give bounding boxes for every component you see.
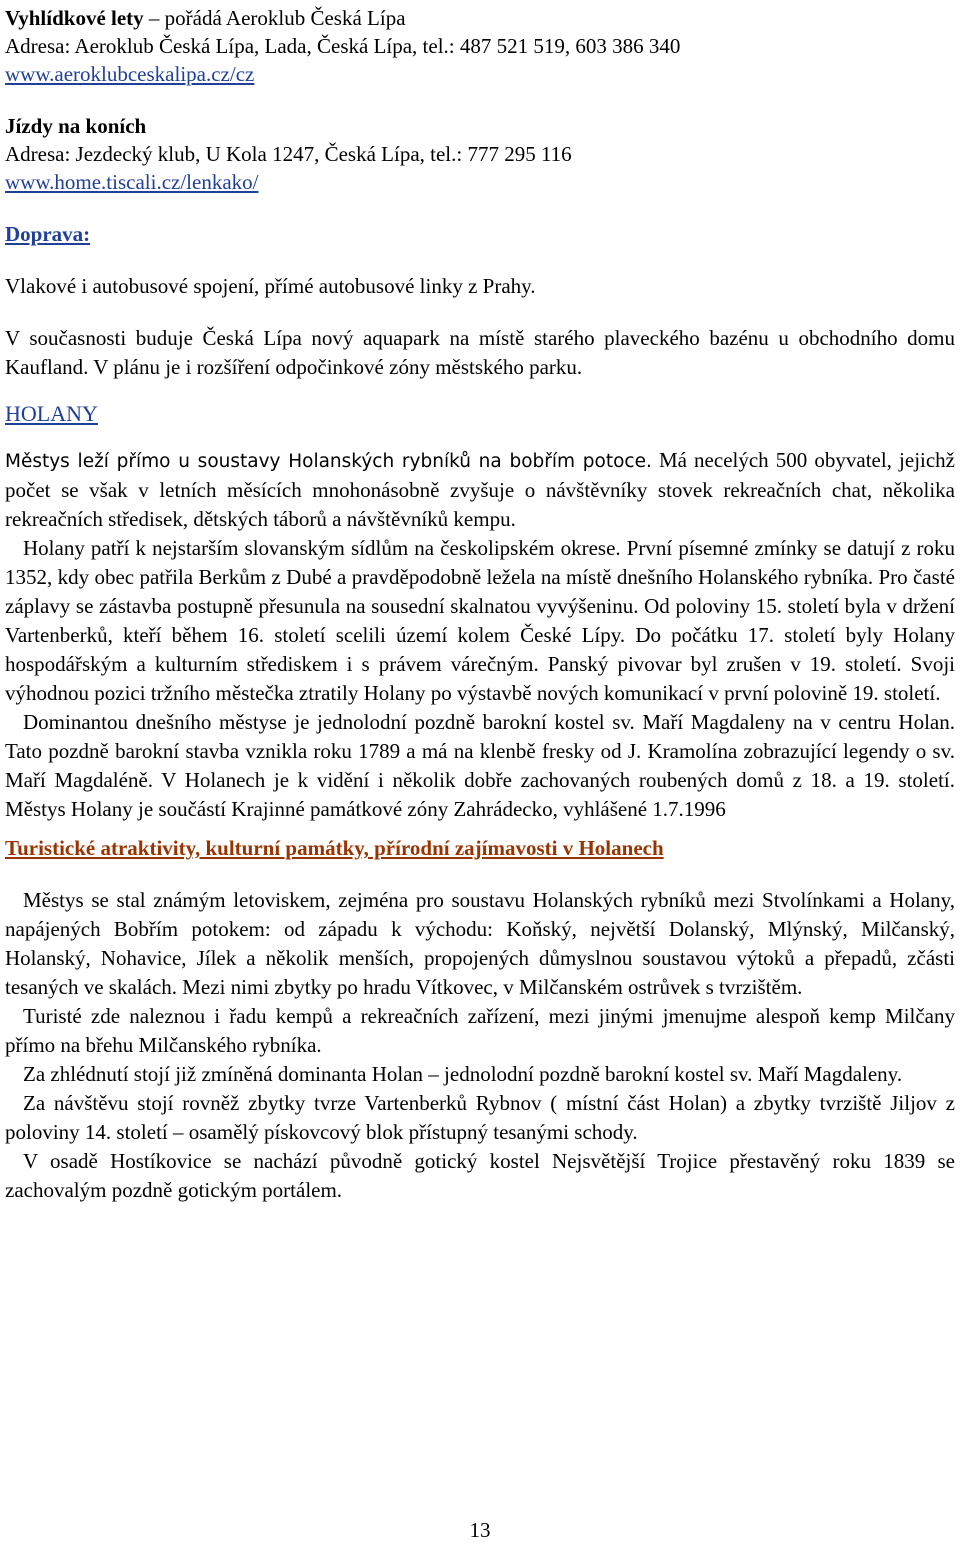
attractions-paragraph-3: Za zhlédnutí stojí již zmíněná dominanta Holan – jednolodní pozdně barokní kostel sv. Maří Magdaleny. — [23, 1062, 903, 1086]
holany-p1-rest: Má necelých 500 obyvatel, jejichž počet se však v letních měsících mnohonásobně zvyšuje o návštěvníky stovek rekreačních chat, několika rekreačních středisek, dětských táborů a návštěvníků kempu. — [5, 448, 956, 531]
holany-heading-link[interactable]: HOLANY — [5, 401, 98, 426]
transport-text: Vlakové i autobusové spojení, přímé autobusové linky z Prahy. — [5, 274, 536, 298]
page-number: 13 — [469, 1518, 491, 1542]
flights-title-suffix: – pořádá Aeroklub Česká Lípa — [143, 6, 406, 30]
attractions-heading: Turistické atraktivity, kulturní památky, přírodní zajímavosti v Holanech — [5, 836, 664, 860]
flights-url-link[interactable]: www.aeroklubceskalipa.cz/cz — [5, 62, 255, 86]
flights-title: Vyhlídkové lety — [5, 6, 144, 30]
horses-address: Adresa: Jezdecký klub, U Kola 1247, Česká Lípa, tel.: 777 295 116 — [5, 142, 572, 166]
horses-title: Jízdy na koních — [5, 114, 147, 138]
transport-heading: Doprava: — [5, 222, 91, 246]
attractions-paragraph-4: Za návštěvu stojí rovněž zbytky tvrze Vartenberků Rybnov ( místní část Holan) a zbytky tvrziště Jiljov z poloviny 14. století – osamělý pískovcový blok přístupný tesanými schody. — [5, 1091, 955, 1144]
flights-address: Adresa: Aeroklub Česká Lípa, Lada, Česká Lípa, tel.: 487 521 519, 603 386 340 — [5, 34, 681, 58]
flights-title-line — [5, 4, 955, 32]
aquapark-paragraph: V současnosti buduje Česká Lípa nový aquapark na místě starého plaveckého bazénu u obchodního domu Kaufland. V plánu je i rozšíření odpočinkové zóny městského parku. — [5, 326, 955, 379]
holany-paragraph-3: Dominantou dnešního městyse je jednolodní pozdně barokní kostel sv. Maří Magdaleny na v centru Holan. Tato pozdně barokní stavba vznikla roku 1789 a má na klenbě fresky od J. Kramolína zobrazující legendy o sv. Maří Magdaléně. V Holanech je k vidění i několik dobře zachovaných roubených domů z 18. a 19. století. Městys Holany je součástí Krajinné památkové zóny Zahrádecko, vyhlášené 1.7.1996 — [5, 710, 955, 821]
attractions-paragraph-5: V osadě Hostíkovice se nachází původně gotický kostel Nejsvětější Trojice přestavěný roku 1839 se zachovalým pozdně gotickým portálem. — [5, 1149, 955, 1202]
document-page — [5, 4, 955, 1205]
attractions-paragraph-1: Městys se stal známým letoviskem, zejména pro soustavu Holanských rybníků mezi Stvolínkami a Holany, napájených Bobřím potokem: od západu k východu: Koňský, největší Dolanský, Mlýnský, Milčanský, Holanský, Nohavice, Jílek a několik menších, propojených důmyslnou soustavou výtoků a přepadů, zčásti tesaných ve skalách. Mezi nimi zbytky po hradu Vítkovec, v Milčanském ostrůvek s tvrzištěm. — [5, 888, 955, 999]
attractions-paragraph-2: Turisté zde naleznou i řadu kempů a rekreačních zařízení, mezi jinými jmenujme alespoň kemp Milčany přímo na břehu Milčanského rybníka. — [5, 1004, 955, 1057]
horses-url-link[interactable]: www.home.tiscali.cz/lenkako/ — [5, 170, 259, 194]
holany-p1-start: Městys leží přímo u soustavy Holanských rybníků na bobřím potoce. — [5, 451, 652, 472]
holany-paragraph-2: Holany patří k nejstarším slovanským sídlům na českolipském okrese. První písemné zmínky se datují z roku 1352, kdy obec patřila Berkům z Dubé a pravděpodobně ležela na místě dnešního Holanského rybníka. Pro časté záplavy se zástavba postupně přesunula na sousední skalnatou vyvýšeninu. Od poloviny 15. století byla v držení Vartenberků, kteří během 16. století scelili území kolem České Lípy. Do počátku 17. století byly Holany hospodářským a kulturním střediskem i s právem várečným. Panský pivovar byl zrušen v 19. století. Svoji výhodnou pozici tržního městečka ztratily Holany po výstavbě nových komunikací v první polovině 19. století. — [5, 536, 955, 705]
holany-paragraph-1 — [5, 446, 955, 534]
